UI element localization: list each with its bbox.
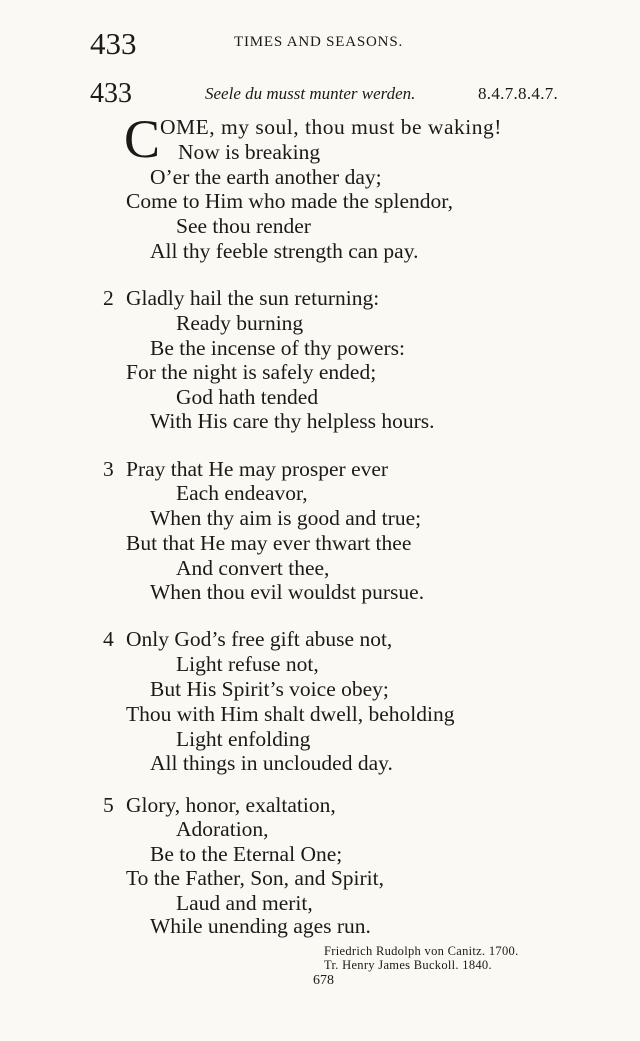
verse-3-line-1: Pray that He may prosper ever: [126, 457, 389, 481]
running-head: [0, 26, 640, 66]
verse-4-line-2: Light refuse not,: [176, 652, 319, 676]
hymn-heading: [0, 78, 640, 110]
verse-2-line-3: Be the incense of thy powers:: [150, 336, 405, 360]
verse-number: 3: [103, 457, 114, 481]
drop-cap: C: [124, 109, 161, 169]
verse-1-line-3: O’er the earth another day;: [150, 165, 382, 189]
verse-3-line-3: When thy aim is good and true;: [150, 506, 422, 530]
page-number: 433: [90, 26, 137, 61]
verse-number: 5: [103, 793, 114, 817]
verse-5-line-1: Glory, honor, exaltation,: [126, 793, 336, 817]
verse-2-line-6: With His care thy helpless hours.: [150, 409, 435, 433]
section-title: TIMES AND SEASONS.: [234, 34, 404, 50]
verse-1-line-6: All thy feeble strength can pay.: [150, 239, 419, 263]
verse-number: 2: [103, 286, 114, 310]
verse-2-line-5: God hath tended: [176, 385, 319, 409]
verse-5-line-6: While unending ages run.: [150, 914, 371, 938]
author-credit: Friedrich Rudolph von Canitz. 1700.: [324, 944, 519, 958]
verse-4-line-5: Light enfolding: [176, 727, 311, 751]
verse-4-line-1: Only God’s free gift abuse not,: [126, 627, 393, 651]
verse-3-line-6: When thou evil wouldst pursue.: [150, 580, 425, 604]
translator-credit: Tr. Henry James Buckoll. 1840.: [324, 958, 492, 972]
verse-4-line-6: All things in unclouded day.: [150, 751, 393, 775]
verse-2-line-1: Gladly hail the sun returning:: [126, 286, 380, 310]
verse-number: 4: [103, 627, 114, 651]
verse-5-line-3: Be to the Eternal One;: [150, 842, 343, 866]
verse-1-line-4: Come to Him who made the splendor,: [126, 189, 453, 213]
hymn-number: 433: [90, 78, 132, 109]
verse-3-line-5: And convert thee,: [176, 556, 330, 580]
verse-1-line-1: OME, my soul, thou must be waking!: [160, 115, 502, 139]
verse-1-line-5: See thou render: [176, 214, 311, 238]
folio-number: 678: [313, 973, 334, 988]
verse-4-line-3: But His Spirit’s voice obey;: [150, 677, 389, 701]
verse-5-line-4: To the Father, Son, and Spirit,: [126, 866, 384, 890]
meter: 8.4.7.8.4.7.: [478, 84, 559, 103]
verse-1-line-2: Now is breaking: [178, 140, 321, 164]
verse-4-line-4: Thou with Him shalt dwell, beholding: [126, 702, 455, 726]
verse-5-line-5: Laud and merit,: [176, 891, 313, 915]
verse-3-line-2: Each endeavor,: [176, 481, 308, 505]
verse-5-line-2: Adoration,: [176, 817, 269, 841]
verse-2-line-4: For the night is safely ended;: [126, 360, 377, 384]
verse-2-line-2: Ready burning: [176, 311, 304, 335]
verse-3-line-4: But that He may ever thwart thee: [126, 531, 412, 555]
tune-name: Seele du musst munter werden.: [205, 84, 416, 103]
